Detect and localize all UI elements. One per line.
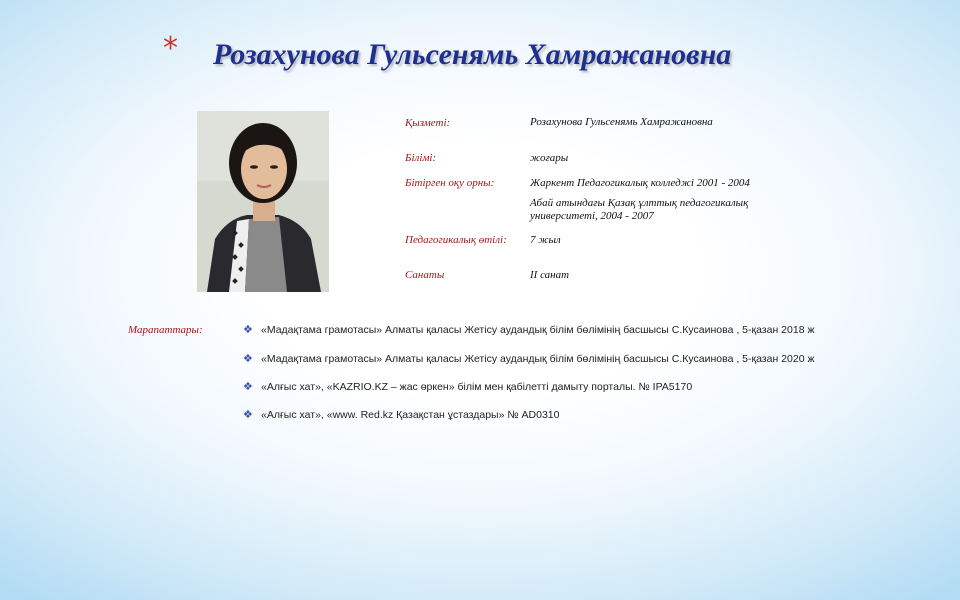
field-value-position: Розахунова Гульсенямь Хамражановна [530, 116, 713, 128]
award-text: «Мадақтама грамотасы» Алматы қаласы Жетісу аудандық білім бөлімінің басшысы С.Кусаинова , 5-қазан 2018 ж [261, 324, 815, 336]
diamond-bullet-icon: ❖ [243, 323, 253, 336]
field-label-position: Қызметі: [405, 117, 451, 129]
portrait-photo [197, 111, 329, 292]
slide-title: Розахунова Гульсенямь Хамражановна [213, 38, 732, 71]
field-label-institution: Бітірген оқу орны: [405, 177, 495, 189]
field-label-category: Санаты [405, 269, 445, 281]
awards-label: Марапаттары: [128, 324, 203, 336]
field-value-institution-2: Абай атындағы Қазақ ұлттық педагогикалық университеті, 2004 - 2007 [530, 197, 749, 222]
award-item [243, 323, 814, 336]
diamond-bullet-icon: ❖ [243, 352, 253, 365]
award-item [243, 380, 692, 393]
diamond-bullet-icon: ❖ [243, 408, 253, 421]
award-text: «Алғыс хат», «www. Red.kz Қазақстан ұстаздары» № AD0310 [261, 409, 560, 421]
asterisk-bullet-icon: * [163, 31, 178, 66]
portrait-illustration [197, 111, 329, 292]
award-item [243, 352, 814, 365]
award-item [243, 408, 560, 421]
field-label-education: Білімі: [405, 152, 437, 164]
field-value-category: ІІ санат [530, 269, 570, 281]
field-label-experience: Педагогикалық өтілі: [405, 234, 507, 246]
field-value-education: жоғары [530, 152, 569, 164]
award-text: «Алғыс хат», «KAZRIO.KZ – жас өркен» білім мен қабілетті дамыту порталы. № IPA5170 [261, 381, 693, 393]
field-value-experience: 7 жыл [530, 234, 561, 246]
field-value-institution-1: Жаркент Педагогикалық колледжі 2001 - 2004 [530, 177, 750, 189]
award-text: «Мадақтама грамотасы» Алматы қаласы Жетісу аудандық білім бөлімінің басшысы С.Кусаинова , 5-қазан 2020 ж [261, 353, 815, 365]
diamond-bullet-icon: ❖ [243, 380, 253, 393]
